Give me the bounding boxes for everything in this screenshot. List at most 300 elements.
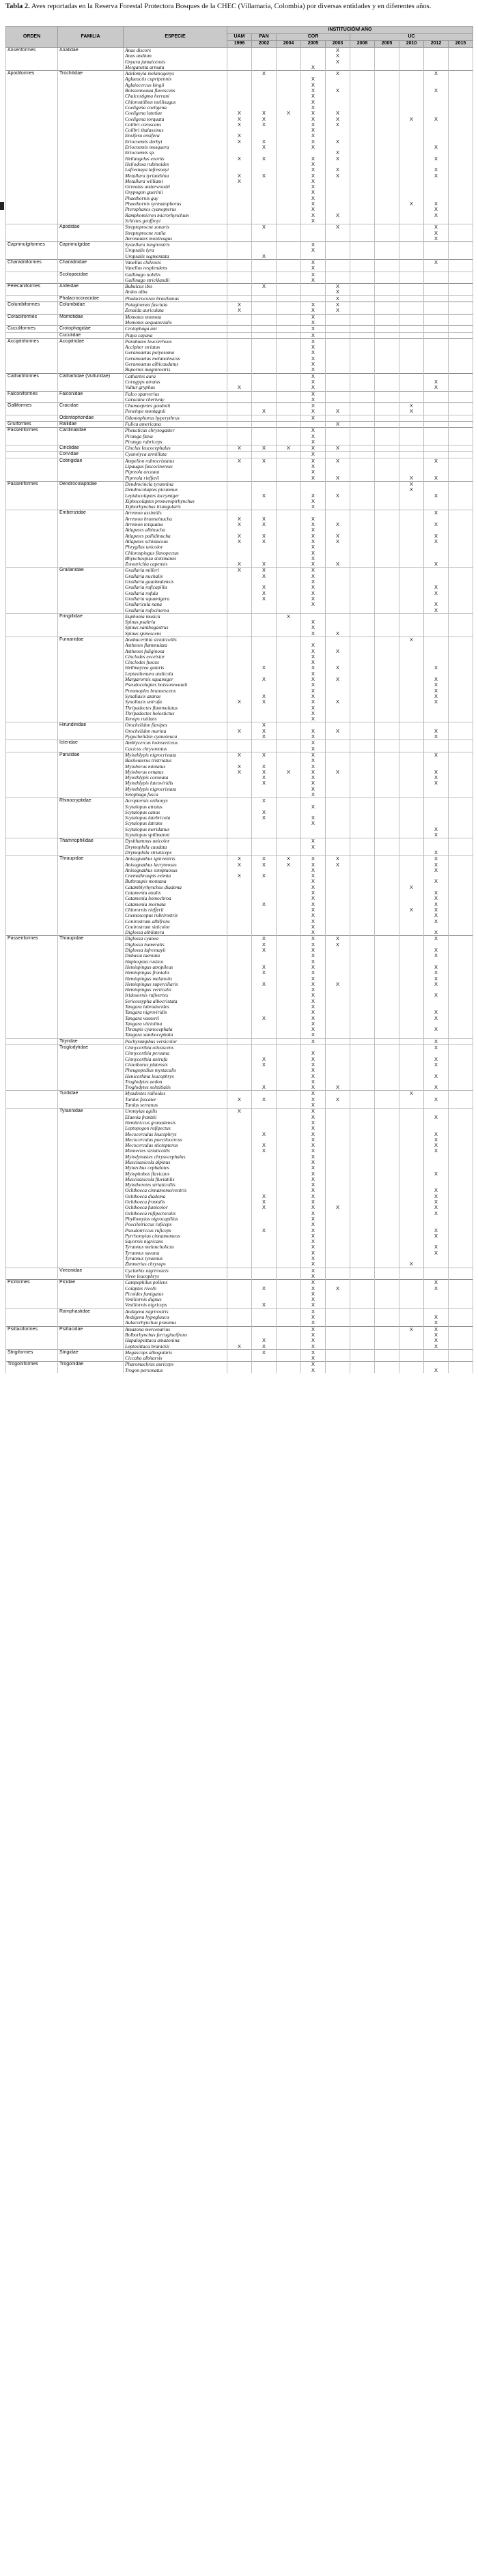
orden-cell (6, 677, 58, 682)
record-mark-cell (399, 76, 424, 82)
record-mark-cell (350, 1062, 375, 1068)
record-mark-cell (252, 1211, 277, 1216)
record-mark-cell (350, 53, 375, 59)
record-mark-cell (449, 139, 473, 145)
especie-cell: Pachyramphus versicolor (124, 1038, 227, 1044)
record-mark-cell: X (424, 862, 449, 868)
especie-cell: Anabacerthia striaticollis (124, 636, 227, 643)
record-mark-cell (227, 993, 252, 998)
record-mark-cell: X (252, 862, 277, 868)
record-mark-cell (227, 1115, 252, 1120)
record-mark-cell: X (424, 665, 449, 671)
orden-cell (6, 379, 58, 385)
record-mark-cell (399, 780, 424, 786)
record-mark-cell: X (424, 982, 449, 987)
record-mark-cell (350, 1057, 375, 1062)
record-mark-cell (449, 890, 473, 896)
record-mark-cell (277, 1126, 301, 1131)
orden-cell (6, 1010, 58, 1015)
record-mark-cell (375, 213, 399, 218)
record-mark-cell (252, 1032, 277, 1038)
record-mark-cell (227, 1199, 252, 1205)
record-mark-cell (277, 1216, 301, 1222)
especie-cell: Campephilus pollens (124, 1280, 227, 1286)
record-mark-cell (449, 88, 473, 93)
record-mark-cell (350, 993, 375, 998)
record-mark-cell (424, 481, 449, 487)
record-mark-cell (350, 1182, 375, 1188)
record-mark-cell (424, 1268, 449, 1274)
record-mark-cell (350, 504, 375, 510)
especie-cell: Grallaria squamigera (124, 596, 227, 602)
record-mark-cell (350, 533, 375, 539)
record-mark-cell: X (424, 913, 449, 918)
record-mark-cell (227, 734, 252, 740)
record-mark-cell (449, 1315, 473, 1320)
record-mark-cell (375, 1250, 399, 1256)
record-mark-cell (301, 722, 326, 729)
record-mark-cell (326, 481, 350, 487)
record-mark-cell: X (301, 551, 326, 556)
orden-cell (6, 1320, 58, 1326)
record-mark-cell (277, 415, 301, 421)
familia-cell (58, 792, 124, 798)
record-mark-cell (449, 902, 473, 907)
orden-cell (6, 213, 58, 218)
record-mark-cell (252, 716, 277, 722)
especie-cell: Pyrrhomyias cinnamomeus (124, 1233, 227, 1239)
table-row (6, 48, 473, 54)
table-row (6, 1154, 473, 1160)
especie-cell: Myiodynastes chrysocephalus (124, 1154, 227, 1160)
record-mark-cell (326, 487, 350, 493)
record-mark-cell: X (252, 139, 277, 145)
record-mark-cell (375, 1115, 399, 1120)
record-mark-cell: X (252, 810, 277, 815)
record-mark-cell (277, 729, 301, 734)
record-mark-cell: X (301, 326, 326, 332)
record-mark-cell: X (424, 88, 449, 93)
table-row (6, 942, 473, 948)
record-mark-cell (399, 522, 424, 527)
table-row (6, 533, 473, 539)
record-mark-cell (277, 965, 301, 970)
record-mark-cell (277, 810, 301, 815)
record-mark-cell: X (252, 1148, 277, 1154)
especie-cell: Cnemoscopus rubrirostris (124, 913, 227, 918)
record-mark-cell: X (301, 385, 326, 391)
table-row (6, 1102, 473, 1109)
especie-cell: Tyrannus melancholicus (124, 1244, 227, 1250)
table-row (6, 716, 473, 722)
orden-cell (6, 868, 58, 873)
especie-cell: Odontophorus hyperythrus (124, 415, 227, 421)
record-mark-cell (449, 1222, 473, 1227)
record-mark-cell (350, 1211, 375, 1216)
record-mark-cell: X (301, 1344, 326, 1350)
familia-cell (58, 574, 124, 579)
col-year: 2005 (375, 41, 399, 48)
record-mark-cell: X (301, 862, 326, 868)
record-mark-cell (326, 1016, 350, 1021)
record-mark-cell (375, 1349, 399, 1356)
record-mark-cell (424, 1160, 449, 1165)
record-mark-cell (449, 591, 473, 596)
table-row (6, 838, 473, 845)
especie-cell: Pygochelidon cyanoleuca (124, 734, 227, 740)
record-mark-cell (424, 504, 449, 510)
record-mark-cell: X (252, 1062, 277, 1068)
record-mark-cell (326, 959, 350, 965)
record-mark-cell (227, 924, 252, 930)
record-mark-cell (277, 602, 301, 607)
familia-cell (58, 982, 124, 987)
especie-cell: Thraupis cyanocephala (124, 1027, 227, 1032)
especie-cell: Cathartes aura (124, 373, 227, 379)
record-mark-cell (375, 201, 399, 207)
record-mark-cell (350, 428, 375, 434)
record-mark-cell (399, 362, 424, 367)
record-mark-cell (326, 373, 350, 379)
record-mark-cell (449, 100, 473, 105)
record-mark-cell (277, 1326, 301, 1332)
orden-cell: Cuculiformes (6, 326, 58, 332)
record-mark-cell: X (252, 665, 277, 671)
record-mark-cell (399, 810, 424, 815)
especie-cell: Cinnycerthia peruana (124, 1051, 227, 1056)
record-mark-cell: X (227, 308, 252, 314)
record-mark-cell (277, 184, 301, 190)
record-mark-cell: X (252, 1349, 277, 1356)
record-mark-cell: X (424, 953, 449, 958)
record-mark-cell: X (424, 1132, 449, 1137)
orden-cell (6, 1062, 58, 1068)
record-mark-cell (424, 1068, 449, 1073)
record-mark-cell: X (424, 1199, 449, 1205)
record-mark-cell (326, 179, 350, 184)
orden-cell (6, 643, 58, 648)
record-mark-cell (449, 1228, 473, 1233)
record-mark-cell (350, 1079, 375, 1085)
table-row (6, 694, 473, 699)
orden-cell (6, 596, 58, 602)
orden-cell (6, 1338, 58, 1343)
record-mark-cell: X (301, 705, 326, 711)
table-row (6, 1016, 473, 1021)
record-mark-cell: X (301, 184, 326, 190)
record-mark-cell (399, 591, 424, 596)
record-mark-cell (301, 150, 326, 156)
record-mark-cell (399, 770, 424, 775)
record-mark-cell: X (301, 409, 326, 415)
record-mark-cell (399, 1291, 424, 1297)
record-mark-cell (326, 1244, 350, 1250)
especie-cell: Setophaga fusca (124, 792, 227, 798)
record-mark-cell (375, 527, 399, 533)
familia-cell (58, 868, 124, 873)
record-mark-cell (227, 907, 252, 913)
record-mark-cell (277, 516, 301, 522)
record-mark-cell (252, 556, 277, 561)
especie-cell: Diglossa albilatera (124, 930, 227, 936)
record-mark-cell: X (424, 1286, 449, 1291)
record-mark-cell (252, 551, 277, 556)
record-mark-cell (375, 539, 399, 544)
record-mark-cell: X (326, 409, 350, 415)
orden-cell (6, 924, 58, 930)
record-mark-cell (277, 1368, 301, 1373)
record-mark-cell (375, 1338, 399, 1343)
record-mark-cell (227, 827, 252, 832)
record-mark-cell (375, 798, 399, 804)
record-mark-cell (375, 218, 399, 224)
record-mark-cell (277, 1291, 301, 1297)
record-mark-cell (227, 469, 252, 475)
record-mark-cell (227, 1297, 252, 1302)
table-row (6, 1079, 473, 1085)
familia-cell (58, 1205, 124, 1210)
record-mark-cell (252, 201, 277, 207)
familia-cell (58, 184, 124, 190)
record-mark-cell (227, 694, 252, 699)
record-mark-cell (449, 1368, 473, 1373)
record-mark-cell (227, 1154, 252, 1160)
record-mark-cell (227, 896, 252, 901)
table-row (6, 475, 473, 482)
record-mark-cell: X (301, 930, 326, 936)
record-mark-cell: X (424, 458, 449, 464)
record-mark-cell (326, 1356, 350, 1362)
table-row (6, 1091, 473, 1097)
record-mark-cell (350, 1268, 375, 1274)
familia-cell (58, 602, 124, 607)
record-mark-cell (277, 314, 301, 320)
record-mark-cell (449, 1320, 473, 1326)
especie-cell: Grallaria rufula (124, 591, 227, 596)
record-mark-cell: X (424, 493, 449, 499)
record-mark-cell (252, 602, 277, 607)
record-mark-cell (277, 362, 301, 367)
table-row (6, 649, 473, 654)
table-row (6, 428, 473, 434)
table-row (6, 1027, 473, 1032)
record-mark-cell (277, 434, 301, 439)
orden-cell (6, 458, 58, 464)
familia-cell (58, 150, 124, 156)
record-mark-cell (449, 919, 473, 924)
record-mark-cell: X (301, 845, 326, 850)
especie-cell: Lepidocolaptes lacrymiger (124, 493, 227, 499)
record-mark-cell (252, 1368, 277, 1373)
record-mark-cell (399, 367, 424, 373)
familia-cell (58, 775, 124, 780)
record-mark-cell (375, 59, 399, 65)
table-row (6, 1338, 473, 1343)
record-mark-cell: X (301, 770, 326, 775)
record-mark-cell (350, 1302, 375, 1308)
record-mark-cell (350, 1362, 375, 1368)
especie-cell: Elaenia frantzii (124, 1115, 227, 1120)
record-mark-cell (375, 1143, 399, 1148)
especie-cell: Uropsalis segmentata (124, 254, 227, 260)
table-row (6, 688, 473, 694)
record-mark-cell (277, 619, 301, 625)
familia-cell (58, 1233, 124, 1239)
familia-cell (58, 156, 124, 162)
record-mark-cell (350, 856, 375, 862)
record-mark-cell (424, 1126, 449, 1131)
record-mark-cell: X (301, 145, 326, 150)
record-mark-cell (350, 965, 375, 970)
familia-cell: Cinclidae (58, 445, 124, 452)
orden-cell (6, 1188, 58, 1193)
record-mark-cell: X (301, 190, 326, 195)
record-mark-cell: X (252, 780, 277, 786)
record-mark-cell (227, 1338, 252, 1343)
record-mark-cell (399, 88, 424, 93)
table-row (6, 705, 473, 711)
record-mark-cell: X (301, 993, 326, 998)
record-mark-cell (350, 551, 375, 556)
record-mark-cell (449, 1132, 473, 1137)
record-mark-cell: X (424, 1280, 449, 1286)
record-mark-cell (350, 439, 375, 445)
record-mark-cell (399, 654, 424, 660)
orden-cell (6, 522, 58, 527)
record-mark-cell (350, 367, 375, 373)
table-row (6, 1332, 473, 1338)
familia-cell: Thraupidae (58, 856, 124, 862)
record-mark-cell (326, 740, 350, 746)
record-mark-cell: X (326, 982, 350, 987)
record-mark-cell (252, 1074, 277, 1079)
record-mark-cell (449, 539, 473, 544)
record-mark-cell (350, 302, 375, 308)
record-mark-cell (277, 162, 301, 167)
record-mark-cell (375, 100, 399, 105)
record-mark-cell (449, 654, 473, 660)
familia-cell (58, 1165, 124, 1171)
especie-cell: Muscisaxicola fluviatilis (124, 1177, 227, 1182)
record-mark-cell (227, 254, 252, 260)
record-mark-cell (375, 88, 399, 93)
familia-cell (58, 959, 124, 965)
record-mark-cell (326, 133, 350, 138)
record-mark-cell (449, 71, 473, 77)
familia-cell: Scolopacidae (58, 272, 124, 278)
record-mark-cell (277, 976, 301, 982)
record-mark-cell: X (301, 1368, 326, 1373)
record-mark-cell (399, 289, 424, 295)
familia-cell (58, 1256, 124, 1261)
record-mark-cell (277, 970, 301, 976)
record-mark-cell (424, 367, 449, 373)
record-mark-cell: X (301, 561, 326, 568)
record-mark-cell: X (301, 1261, 326, 1268)
record-mark-cell (375, 278, 399, 284)
record-mark-cell: X (252, 1143, 277, 1148)
record-mark-cell: X (252, 445, 277, 452)
record-mark-cell (375, 76, 399, 82)
record-mark-cell (277, 919, 301, 924)
record-mark-cell (375, 770, 399, 775)
record-mark-cell (350, 764, 375, 770)
orden-cell (6, 999, 58, 1004)
record-mark-cell (424, 942, 449, 948)
record-mark-cell (326, 752, 350, 758)
especie-cell: Geranoaetus polyosoma (124, 350, 227, 355)
col-orden: ORDEN (6, 27, 58, 48)
familia-cell (58, 976, 124, 982)
familia-cell (58, 1188, 124, 1193)
record-mark-cell: X (252, 729, 277, 734)
record-mark-cell (277, 475, 301, 482)
record-mark-cell: X (301, 873, 326, 879)
orden-cell (6, 568, 58, 574)
record-mark-cell: X (326, 122, 350, 128)
orden-cell (6, 1291, 58, 1297)
record-mark-cell: X (252, 873, 277, 879)
table-row (6, 596, 473, 602)
record-mark-cell (277, 682, 301, 688)
record-mark-cell (449, 1349, 473, 1356)
record-mark-cell (449, 815, 473, 821)
record-mark-cell (399, 499, 424, 504)
record-mark-cell (449, 1021, 473, 1027)
record-mark-cell: X (301, 391, 326, 397)
table-row (6, 1320, 473, 1326)
record-mark-cell (399, 105, 424, 111)
record-mark-cell: X (301, 1332, 326, 1338)
table-row (6, 201, 473, 207)
familia-cell (58, 671, 124, 677)
especie-cell: Eriocnemis sp. (124, 150, 227, 156)
orden-cell (6, 128, 58, 133)
record-mark-cell (326, 391, 350, 397)
record-mark-cell: X (301, 1222, 326, 1227)
record-mark-cell (449, 391, 473, 397)
familia-cell: Corvidae (58, 452, 124, 458)
record-mark-cell (277, 1222, 301, 1227)
record-mark-cell (375, 1154, 399, 1160)
record-mark-cell: X (252, 1228, 277, 1233)
record-mark-cell (277, 133, 301, 138)
record-mark-cell (301, 231, 326, 236)
record-mark-cell (424, 1297, 449, 1302)
record-mark-cell (326, 758, 350, 763)
record-mark-cell (399, 705, 424, 711)
familia-cell: Psittacidae (58, 1326, 124, 1332)
record-mark-cell (252, 1171, 277, 1177)
record-mark-cell (277, 207, 301, 212)
record-mark-cell: X (326, 173, 350, 179)
especie-cell: Schistes geoffroyi (124, 218, 227, 224)
table-row (6, 1010, 473, 1015)
record-mark-cell: X (301, 654, 326, 660)
record-mark-cell (424, 1222, 449, 1227)
record-mark-cell (277, 787, 301, 792)
record-mark-cell (350, 959, 375, 965)
record-mark-cell: X (252, 1199, 277, 1205)
record-mark-cell (424, 544, 449, 550)
orden-cell (6, 527, 58, 533)
record-mark-cell (424, 464, 449, 469)
record-mark-cell (277, 1228, 301, 1233)
record-mark-cell (326, 254, 350, 260)
familia-cell (58, 1211, 124, 1216)
especie-cell: Metallura tyrianthina (124, 173, 227, 179)
record-mark-cell (252, 1120, 277, 1126)
